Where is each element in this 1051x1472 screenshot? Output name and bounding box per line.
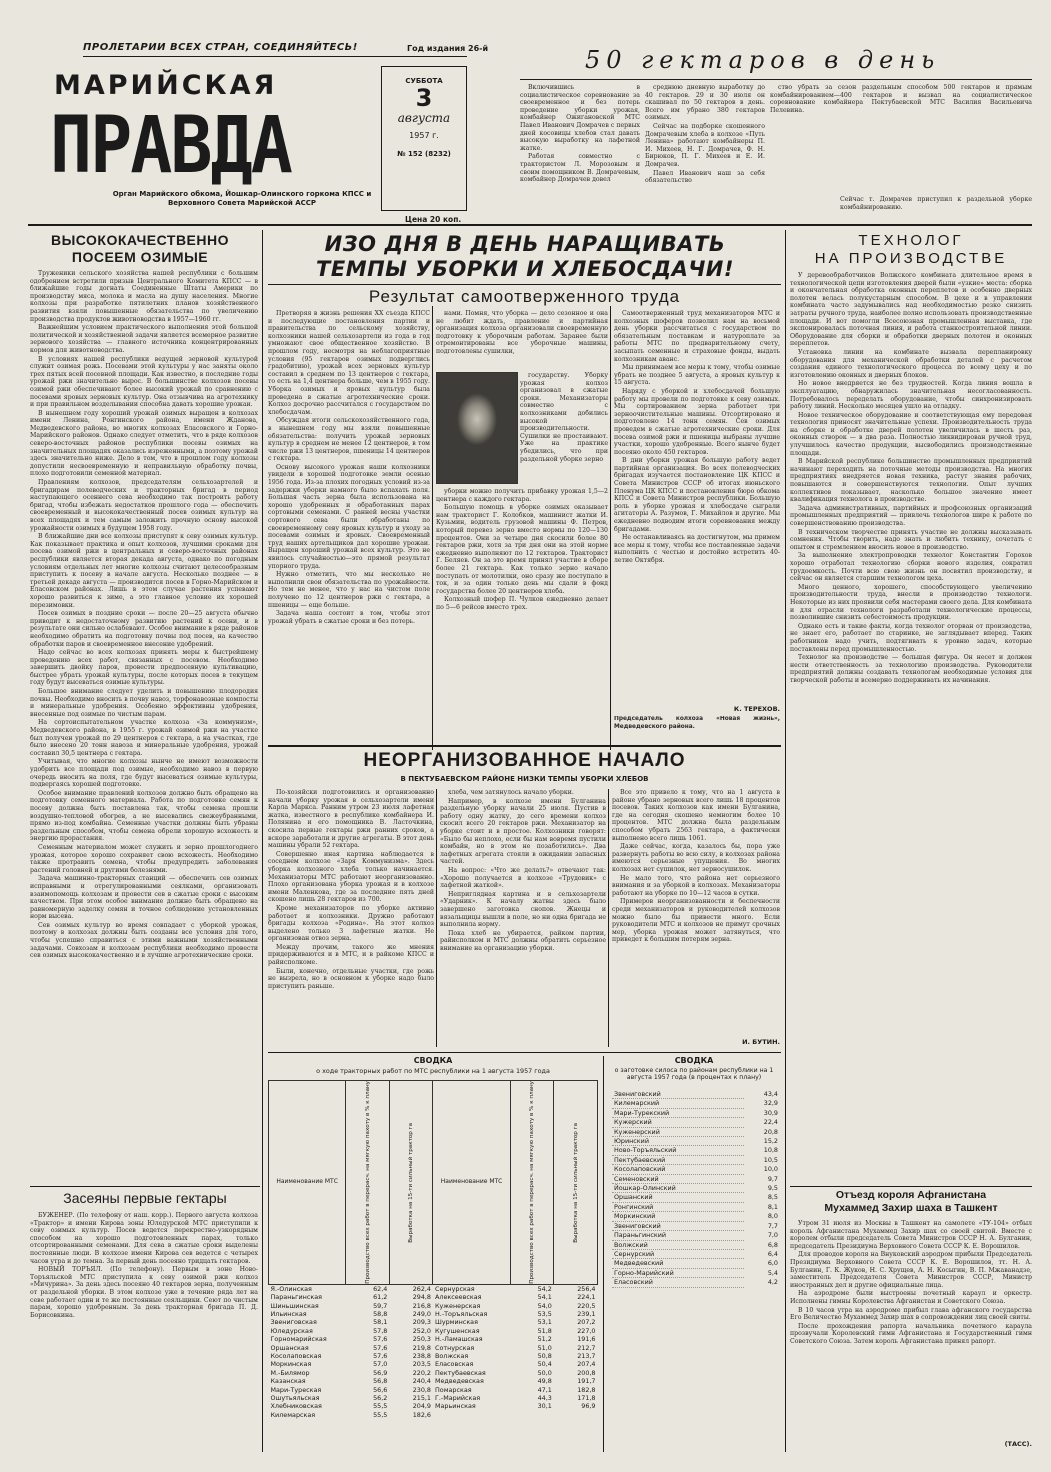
district-name: Медведевский: [612, 1259, 744, 1268]
per-tractor-ha: 212,7: [577, 1343, 596, 1352]
silage-percent: 32,9: [763, 1099, 778, 1108]
percent-of-plan: 54,0: [537, 1301, 552, 1310]
percent-of-plan: 50,4: [537, 1360, 552, 1369]
banner-line1: ИЗО ДНЯ В ДЕНЬ НАРАЩИВАТЬ: [324, 232, 726, 256]
right-article-body: У деревообработчиков Волжского комбината длительное время в технологической цепи изготовления дверей были «узкие» места: сборка и окончательная обработка оконных переплетов и особенно дверных полотен велась полукустарным способом. В цехе и в управлении комбината часто задумывались над необходимостью резко снизить затраты ручного труда, наиболее полно использовать производственные площади. И вот помогли Всесоюзная промышленная выставка, где экспонировалась поточная линия, и работа станкостроительной линии. Оборудование для сборки и обработки дверных полотен и оконных переплетов. Установка линии на комбинате вызвала перепланировку оборудования для механической обработки деталей с расчетом создания единого технологического процесса по всему цеху и по изготовлению оконных и дверных блоков. Но новое внедряется не без трудностей. Когда линия вошла в эксплуатацию, обнаружилась значительная несогласованность. Потребовалось переделать оборудование, чтобы синхронизировать работу линий. Несколько месяцев ушло на отладку. Новое техническое оборудование и соответствующая ему передовая технология приносят значительные успехи. Производительность труда на сборке и обработке дверей полотен увеличилась в шесть раз, оконных створок — в два раза. Полностью ликвидирован ручной труд, улучшилось качество продукции, высвободились производственные площади. В Марийской республике большинство промышленных предприятий начинают переходить на поточные методы производства. На многих предприятиях внедряется новая техника, растут знания рабочих, повышаются и совершенствуются технологии. Опыт лучших коллективов показывает, насколько большое значение имеет квалификация технолога в производстве. Задача административных, партийных и профсоюзных организаций промышленных предприятий — привлечь технологов шире к работе по совершенствованию производства. В техническом творчестве принять участие не должны высказывать сомнения. Чтобы творить, надо знать и любить технику, сочетать с опытом и стремлением вносить новое в производство. За выполнение электропроводки технолог Константин Горохов хорошо отработал технологию сборки нового изделия, сократил трудоемкость. Почти всю свою жизнь он посвятил производству, и сейчас он является старшим технологом цеха. Много ценного, хорошего, способствующего увеличению производительности труда, внесли в производство технологи. Некоторые из них проявили себя мастерами своего дела. Для комбината и для отрасли технологи разработали технологические процессы, позволившие снизить себестоимость продукции. Однако есть и такие факты, когда технолог оторван от производства, не знает его, работает по старинке, не заглядывает вперед. Таких работников надо учить, подтягивать к уровню задач, которые поставлены перед промышленностью. Технолог на производстве — большая фигура. Он несет и должен нести ответственность за технологию производства. Руководители предприятий должны создавать технологам необходимые условия для творческой работы и всемерно поддерживать их начинания.: [790, 272, 1032, 684]
issue-number: № 152 (8232): [397, 150, 451, 158]
per-tractor-ha: 294,8: [412, 1293, 431, 1302]
mts-name: Юледурская: [270, 1326, 313, 1335]
percent-of-plan: 30,1: [537, 1402, 552, 1411]
silage-percent: 20,8: [763, 1127, 778, 1136]
news-title-line1: Отъезд короля Афганистана: [835, 1189, 987, 1201]
slogan: ПРОЛЕТАРИИ ВСЕХ СТРАН, СОЕДИНЯЙТЕСЬ!: [83, 42, 358, 53]
year-of-publication: Год издания 26-й: [407, 44, 489, 53]
district-name: Пектубаевский: [612, 1155, 744, 1164]
district-name: Кужерский: [612, 1118, 744, 1127]
right-article-title: [790, 232, 1032, 268]
svodka2-row: [612, 1212, 780, 1221]
percent-of-plan: 51,0: [537, 1343, 552, 1352]
percent-of-plan: 58,1: [373, 1318, 388, 1327]
news-body: Утром 31 июля из Москвы в Ташкент на самолете «ТУ-104» отбыл король Афганистана Мухаммед Захир шах со своей свитой. Вместе с королем отбыли председатель Совета Министров СССР Н. А. Булганин, председатель Президиума Верховного Совета СССР К. Е. Ворошилов. Для проводов короля на Внуковский аэродром прибыли Председатель Президиума Верховного Совета СССР К. Е. Ворошилов, тт. Н. А. Булганин, Г. К. Жуков, Н. С. Хрущев, А. Н. Косыгин, В. П. Мжаванадзе, заместитель Председателя Совета Министров СССР, Министр иностранных дел и другие официальные лица. На аэродроме были выстроены почетный караул и оркестр. Исполнены гимны Королевства Афганистан и Советского Союза. В 10 часов утра на аэродроме прибыл глава афганского государства Его Величество Мухаммед Захир шах в сопровождении лиц своей свиты. После прохождения рапорта начальника почетного караула прозвучали Королевский гимн Афганистана и Государственный гимн Советского Союза. Затем король Афганистана принял рапорт.: [790, 1220, 1032, 1345]
svodka1-col-b-left: Выработка на 15-ти сильный трактор га: [408, 1122, 415, 1243]
second-article-col2: хлеба, чем затянулось начало уборки. Например, в колхозе имени Булганина раздельную уборку начали 25 июля. Пустив в работу одну жатку, до сего времени колхоз скосил всего 20 гектаров ржи. Механизатор на уборке стоит и в простое. Колхозники говорят: «Было бы неплохо, если бы нам вовремя пустили комбайн, но в этом не позаботились». Два лафетных агрегата стояли в ожидании запасных частей. На вопрос: «Что же делать?» отвечают так: «Хорошо получается в колхозе «Трудовик» с лафетной жаткой». Неприглядная картина и в сельхозартели «Ударник». К началу жатвы здесь было завершено заготовка снопов. Жнецы и вязальщицы вышли в поле, но ни одна бригада не выполнила норму. Пока хлеб не убирается, райком партии, райисполком и МТС должны обратить серьезное внимание на организацию уборки.: [440, 789, 606, 952]
newspaper-title-line2: ПРАВДА: [50, 99, 291, 192]
percent-of-plan: 53,5: [537, 1309, 552, 1318]
silage-percent: 9,5: [767, 1184, 778, 1193]
svodka1-row: [269, 1394, 598, 1402]
svodka2-row: [612, 1127, 780, 1136]
center-article-title: Результат самоотверженного труда: [368, 287, 681, 306]
second-article-title: НЕОРГАНИЗОВАННОЕ НАЧАЛО: [363, 750, 686, 771]
district-name: Еласовский: [612, 1278, 744, 1287]
mts-name: Казанская: [270, 1377, 306, 1386]
percent-of-plan: 57,6: [373, 1335, 388, 1344]
second-article-col1: По-хозяйски подготовились и организованно начали уборку урожая в сельхозартели имени Карла Маркса. Ранним утром 23 июля лафетная жатка, известного в республике комбайнера И. Полянина и его помощника В. Ласточкина, скосила первые гектары ржи ранних сроков, а вскоре заработали и другие агрегаты. В этот день машины убрали 52 гектара. Совершенно иная картина наблюдается в соседнем колхозе «Заря Коммунизма». Здесь уборка колхозного хлеба только начинается. Механизаторы МТС работают неорганизованно. Плохо организована уборка урожая и в колхозе имени Маленкова, где за последние пять дней скошено лишь 28 гектаров из 700. Кроме механизаторов по уборке активно работает и колхозники. Дружно работают бригады колхоза «Родина». На этот колхоз выделено только 3 лафетные жатки. Не организован отвоз зерна. Между прочим, такого же мнения придерживаются и в МТС, и в райкоме КПСС и райисполкоме. Были, конечно, отдельные участки, где рожь не вызрела, но в основном к уборке надо было приступить раньше.: [268, 789, 434, 990]
silage-percent: 4,2: [767, 1278, 778, 1287]
mts-name: Хлебниковская: [270, 1402, 322, 1411]
svodka1-row: [269, 1318, 598, 1326]
mts-name: Сернурская: [434, 1284, 475, 1293]
district-name: Семеновский: [612, 1174, 744, 1183]
svodka2-row: [612, 1221, 780, 1230]
per-tractor-ha: 204,9: [412, 1402, 431, 1411]
percent-of-plan: 61,2: [373, 1293, 388, 1302]
svodka2-table-area: [612, 1090, 780, 1288]
center-article-col2: уборки можно получить прибавку урожая 1,5—2 центнера с каждого гектара. Большую помощь в уборке озимых оказывает нам тракторист Г. Колобков, машинист жатки И. Кузьмин, водитель грузовой машины Ф. Петров, который перевез зерно вместо нормы по 120—130 процентов. Они за четыре дня скосили более 80 гектаров ржи, хотя за три дня они на этой норме ежедневно выполняют по 12 гектаров. Тракторист Г. Беляев. Он за это время принял участие в сборе более 21 гектара. Как только зерно начало поступать от молотилки, оно сразу же поступало в ток, и за один только день мы сдали в фонд государства более 20 центнеров хлеба. Колхозный шофер П. Чулков ежедневно делает по 5—6 рейсов вместо трех.: [436, 488, 608, 611]
portrait-photo: [436, 372, 518, 484]
per-tractor-ha: 262,4: [412, 1284, 431, 1293]
silage-percent: 8,1: [767, 1202, 778, 1211]
svodka1-col-name-left: Наименование МТС: [269, 1081, 346, 1285]
svodka1-subtitle: о ходе тракторных работ по МТС республики на 1 августа 1957 года: [316, 1067, 550, 1075]
center-article-col2-side: государству. Уборку урожая колхоз организовал в сжатые сроки. Механизаторы совместно с колхозниками добились высокой производительности. Сушилки не простаивают. Уже на практике убедились, что при раздельной уборке зерно: [520, 372, 608, 463]
mts-name: Кугушенская: [434, 1326, 480, 1335]
news-title-line2: Мухаммед Захир шаха в Ташкент: [824, 1202, 998, 1214]
svodka1-row: [269, 1402, 598, 1410]
per-tractor-ha: 200,8: [577, 1368, 596, 1377]
mts-name: Мари-Туреская: [270, 1385, 322, 1394]
mts-name: Н.-Торъяльская: [434, 1309, 488, 1318]
top-story-closing: Сейчас т. Домрачев приступил к раздельной уборке комбайнированию.: [840, 196, 1032, 211]
silage-percent: 10,0: [763, 1165, 778, 1174]
district-name: Горно-Марийский: [612, 1268, 744, 1277]
svodka1-table-area: [268, 1080, 598, 1419]
svodka2-row: [612, 1249, 780, 1258]
svodka2-title: СВОДКА: [674, 1056, 714, 1065]
per-tractor-ha: 219,8: [412, 1343, 431, 1352]
percent-of-plan: 50,0: [537, 1368, 552, 1377]
year-date: 1957 г.: [409, 131, 439, 140]
percent-of-plan: 44,3: [537, 1394, 552, 1403]
month: августа: [397, 111, 451, 125]
mts-name: Оршанская: [270, 1343, 309, 1352]
district-name: Звениговский: [612, 1090, 744, 1099]
svodka1-title: СВОДКА: [413, 1056, 453, 1065]
center-article-col3: Самоотверженный труд механизаторов МТС и колхозных шоферов позволил нам на восьмой день уборки рассчитаться с государством по обязательным поставкам и натуроплате за работы МТС по предварительному счету, засыпать семенные и страховые фонды, выдать колхозникам аванс. Мы принимаем все меры к тому, чтобы озимые убрать не позднее 5 августа, а яровых культур к 15 августа. Наряду с уборкой и хлебосдачей большую работу мы провели по подготовке к севу озимых. Мы сортированием зерна работает три зерноочистительные машины. Отсортировано и подготовлено 14 тонн семян. Сев озимых проведем в сжатые агротехнические сроки. Для посева озимой ржи и пшеницы выбраны лучшие участки, хорошо удобренные. Всего нынче будет посеяно около 450 гектаров. В дни уборки урожая большую работу ведет партийная организация. Во всех полеводческих бригадах изучается постановление ЦК КПСС и Совета Министров СССР об итогах июньского Пленума ЦК КПСС и постановления бюро обкома КПСС и Совета Министров республики. Большую роль в уборке урожая и хлебосдаче сыграли агитаторы А. Разумов, Г. Михайлов и другие. Мы ежедневно подводим итоги соревнования между бригадами. Не останавливаясь на достигнутом, мы примем все меры к тому, чтобы все поставленные задачи выполнить с честью и достойно встретить 40-летие Октября.: [614, 310, 780, 564]
svodka1-row: [269, 1369, 598, 1377]
svodka2-row: [612, 1193, 780, 1202]
percent-of-plan: 57,8: [373, 1326, 388, 1335]
left-article-body: Труженики сельского хозяйства нашей республики с большим одобрением встретили призыв Центрального Комитета КПСС — в ближайшие годы догнать Соединенные Штаты Америки по производству мяса, молока и масла на душу населения. Многие колхозы при разработке пятилетних планов хозяйственного развития взяли повышенные обязательства по увеличению производства продуктов животноводства в 1957—1960 гг. Важнейшим условием практического выполнения этой большой политической и хозяйственной задачи является всемерное развитие зернового хозяйства — главного источника концентрированных кормов для животноводства. В условиях нашей республики ведущей зерновой культурой служит озимая рожь. Посевами этой культуры у нас заняты около трех пятых всей посевной площади. Как известно, в последние годы урожай ржи значительно вырос. В большинстве колхозов посевы озимой ржи обеспечивают более высокий урожай по сравнению с посевами яровых зерновых культур. Она отзывчива на агротехнику и при правильном возделывании способна давать хорошие урожаи. В нынешнем году хороший урожай озимых выращен в колхозах имени Ленина, Ронгинского района, имени Жданова, Медведевского района, во многих колхозах Еласовского и Горно-Марийского районов. Однако следует отметить, что в ряде колхозов северо-восточных районов республики посевы озимых на значительных площадях оказались изреженными, а поэтому урожай здесь значительно ниже. Дело в том, что в прошлом году колхозы допустили несвоевременную и неправильную обработку почвы, плохо подготовили семенной материал. Правлениям колхозов, председателям сельхозартелей и бригадирам полеводческих и тракторных бригад в период наступающего осеннего сева необходимо так построить работу бригад, чтобы избежать недостатков прошлого года — обеспечить своевременный и высококачественный посев озимых культур на всех площадях и тем самым заложить прочную основу высокой урожайности озимых в будущем 1958 году. В ближайшие дни все колхозы приступят к севу озимых культур. Как показывает практика и опыт колхозов, лучшими сроками для посева озимой ржи в центральных и северо-восточных районах республики является вторая декада августа, однако по погодным условиям отдельных лет многие колхозы считают целесообразным приступить к посеву в начале августа. Несколько позднее — в третьей декаде августа — производится посев в Горно-Марийском и Еласовском районах. Лишь в этом случае растения успевают хорошо развиться к зиме, а это главное условие их хорошей перезимовки. Посев озимых в поздние сроки — после 20—25 августа обычно приводит к недостаточному развитию растений к осени, и в результате они сильно ослабевают. Особое внимание в ряде районов необходимо обратить на подготовку почвы под посев, на качество обработки паров и своевременное внесение удобрений. Надо сейчас во всех колхозах принять меры к быстрейшему проведению всех работ, связанных с посевом. Необходимо завершить двойку паров, провести предпосевную культивацию, быстрее убрать урожай культуры, после которых посев в текущем году будут высеваться озимые культуры. Большое внимание следует уделить и повышению плодородия почвы. Необходимо вносить в почву навоз, торфонавозные компосты и минеральные удобрения. Особенно эффективны удобрения, внесенные под озимые по чистым парам. На сортоиспытательном участке колхоза «За коммунизм», Медведевского района, в 1955 г. урожай озимой ржи на участке был получен урожай по 29 центнеров с гектара, а на участках, где было внесено 20 тонн навоза и минеральные удобрения, урожай составил 30,5 центнера с гектара. Учитывая, что многие колхозы нынче не имеют возможности удобрить все площади под озимые, необходимо навоз в первую очередь вносить на поля, где будут высеваться озимые культуры, подвергаясь хорошей подготовке. Особое внимание правлений колхозов должно быть обращено на подготовку семенного материала. Работа по подготовке семян к посеву должна быть поставлена так, чтобы семена прошли воздушно-тепловой обогрев, а не высевались свежеубранными, прямо из-под комбайна. Семенные участки должны быть убраны раздельным способом, чтобы семена обрели хорошую всхожесть и энергию прорастания. Семенным материалом может служить и зерно прошлогоднего урожая, которое хорошо сохраняет свою всхожесть. Необходимо также протравить семена, чтобы предупредить заболевания растений головней и другими болезнями. Задача машинно-тракторных станций — обеспечить сев озимых исправными и отрегулированными сеялками, организовать взаимопомощь колхозам и провести сев в сжатые сроки с высоким качеством. При этом особое внимание должно быть обращено на равномерную заделку семян и точное соблюдение установленных норм высева. Сев озимых культур во время совпадает с уборкой урожая, поэтому в колхозах должны быть созданы все условия для того, чтобы успешно справиться с этими важными хозяйственными задачами. Совхозам и колхозам республики необходимо провести сев озимых высококачественно и в лучшие агротехнические сроки.: [30, 270, 258, 960]
left-article-title: ВЫСОКОКАЧЕСТВЕННО ПОСЕЕМ ОЗИМЫЕ: [50, 232, 230, 265]
per-tractor-ha: 203,5: [412, 1360, 431, 1369]
per-tractor-ha: 238,8: [412, 1352, 431, 1361]
silage-percent: 10,5: [763, 1155, 778, 1164]
svodka2-row: [612, 1240, 780, 1249]
silage-percent: 6,0: [767, 1259, 778, 1268]
mts-name: [433, 1411, 510, 1419]
svodka1-col-a-left: Производство всех работ в перерасч. на мягкую пахоту в % к плану: [364, 1081, 371, 1284]
center-article-col2-top: нами. Помня, что уборка — дело сезонное и она не любит ждать, правление и партийная организация колхоза организовали своевременную подготовку к уборочным работам. Заранее были отремонтированы все уборочные машины, подготовлены сушилки,: [436, 310, 608, 355]
top-story-col3: ство убрать за сезон раздельным способом 500 гектаров и прямым комбайнированием—400 гектаров и вызвал на социалистическое соревнование комбайнера Пектубаевской МТС Василия Васильевича Пелевина.: [770, 84, 1032, 114]
percent-of-plan: 62,4: [373, 1284, 388, 1293]
svodka1-row: [269, 1293, 598, 1301]
svodka1-col-b-right: Выработка на 15-ти сильный трактор га: [572, 1122, 579, 1243]
svodka1-row: [269, 1386, 598, 1394]
mts-name: Моркинская: [270, 1360, 312, 1369]
percent-of-plan: 56,2: [373, 1394, 388, 1403]
per-tractor-ha: 250,3: [412, 1335, 431, 1344]
silage-percent: 7,0: [767, 1231, 778, 1240]
right-title-line2: НА ПРОИЗВОДСТВЕ: [814, 250, 1008, 267]
svodka1-row: [269, 1302, 598, 1310]
svodka1-row: [269, 1360, 598, 1368]
svodka1-table: [268, 1080, 598, 1419]
svodka2-row: [612, 1090, 780, 1099]
svodka2-row: [612, 1137, 780, 1146]
percent-of-plan: 53,1: [537, 1318, 552, 1327]
mts-name: Марьинская: [434, 1402, 476, 1411]
per-tractor-ha: 224,1: [577, 1293, 596, 1302]
mts-name: Килемарская: [270, 1410, 316, 1419]
svodka1-row: [269, 1310, 598, 1318]
district-name: Параньгинский: [612, 1231, 744, 1240]
per-tractor-ha: 191,6: [577, 1335, 596, 1344]
silage-percent: 30,9: [763, 1108, 778, 1117]
mts-name: Куженерская: [434, 1301, 481, 1310]
district-name: Юринский: [612, 1137, 744, 1146]
svodka2-header: [608, 1056, 780, 1082]
silage-percent: 15,2: [763, 1137, 778, 1146]
silage-percent: 9,7: [767, 1174, 778, 1183]
percent-of-plan: 51,8: [537, 1326, 552, 1335]
svodka1-row: [269, 1327, 598, 1335]
second-article-col3: Все это привело к тому, что на 1 августа в районе убрано зерновых всего лишь 18 процентов посевов. Таких колхозов как имени Булганина, где на сегодня скошено немногим более 10 процентов. МТС должна была раздельным способом убрать 2563 гектара, а фактически выполнено всего лишь 1061. Даже сейчас, когда, казалось бы, пора уже развернуть работы во всю силу, в колхозах района имеются серьезные упущения. Во многих колхозах нет сушилок, нет зерносушилок. Не мало того, что района нет серьезного внимания и за уборкой в колхозах. Механизаторы работают на уборке по 10—12 часов в сутки. Примеров неорганизованности и беспечности среди механизаторов и руководителей колхозов можно было бы привести много. Если руководители МТС и колхозов не примут срочных мер, уборка урожая может затянуться, что приведет к большим потерям зерна.: [612, 789, 780, 944]
svodka2-row: [612, 1231, 780, 1240]
date-box: [381, 66, 467, 211]
per-tractor-ha: 216,8: [412, 1301, 431, 1310]
district-name: Оршанский: [612, 1193, 744, 1202]
per-tractor-ha: 182,6: [412, 1410, 431, 1419]
top-story-col1: Включившись в социалистическое соревнование за своевременное и без потерь проведение уборки урожая, комбайнер Ожигановской МТС Павел Иванович Домрачев с первых дней косовицы хлебов стал давать высокую выработку на лафетной жатке. Работая совместно с трактористом Л. Морозовым и своим помощником В. Домрачевым, комбайнер Домрачев довел: [520, 84, 640, 184]
svodka1-row: [269, 1284, 598, 1293]
center-article-col1: Претворяя в жизнь решения XX съезда КПСС и последующие постановления партии и правительства по сельскому хозяйству, колхозники нашей сельхозартели из года в год умножают свое общественное хозяйство. В прошлом году, несмотря на неблагоприятные условия (95 гектаров озимых подверглись градобитию), урожай всех зерновых культур составил в среднем по 13 центнеров с гектара, то есть на 1,4 центнера больше, чем в 1955 году. Уборка озимых и яровых культур была проведена в сжатые агротехнические сроки. Колхоз досрочно рассчитался с государством по хлебосдачам. Обсуждая итоги сельскохозяйственного года, в нынешнем году мы взяли повышенные обязательства: получить урожай зерновых культур в среднем не менее 12 центнеров, в том числе ржи 13 центнеров, пшеницы 14 центнеров с гектара. Основу высокого урожая наши колхозники увидели в хорошей подготовке земли осенью 1956 года. Из-за плохих погодных условий из-за задержки уборки намного было вспахать поля. Большая часть зерна была использована на хорошо удобренных и обработанных парах сортовыми семенами. С ранней весны участки сортового сева были обработаны по своевременному севу яровых культур и уходу за посевами озимых и яровых. Своевременный труд наших артельщиков дал хорошие урожаи. Выращен хороший урожай всех культур. Это не явилось случайностью—это прямой результат упорного труда. Нужно отметить, что мы несколько не выполнили свои обязательства по урожайности. Но тем не менее, что у нас на чистом поле получено по 12 центнеров ржи с гектара, а пшеницы — еще больше. Задача наша состоит в том, чтобы этот урожай убрать в сжатые сроки и без потерь.: [268, 310, 430, 625]
mts-name: Параньгинская: [270, 1293, 322, 1302]
svodka1-header: [268, 1056, 598, 1075]
per-tractor-ha: 171,8: [577, 1394, 596, 1403]
percent-of-plan: 54,1: [537, 1293, 552, 1302]
per-tractor-ha: 239,1: [577, 1309, 596, 1318]
second-article-subtitle: В ПЕКТУБАЕВСКОМ РАЙОНЕ НИЗКИ ТЕМПЫ УБОРКИ ХЛЕБОВ: [400, 775, 649, 783]
per-tractor-ha: 227,0: [577, 1326, 596, 1335]
newspaper-title-line1: МАРИЙСКАЯ: [54, 70, 278, 101]
organ-statement: Орган Марийского обкома, Йошкар-Олинского горкома КПСС и Верховного Совета Марийской АССР: [112, 190, 372, 207]
mts-name: Шурминская: [434, 1318, 478, 1327]
price: Цена 20 коп.: [405, 215, 462, 224]
svodka1-col-name-right: Наименование МТС: [433, 1081, 510, 1285]
per-tractor-ha: 207,4: [577, 1360, 596, 1369]
bottom-left-body: БУЖЕНЕР. (По телефону от наш. корр.). Первого августа колхоза «Трактор» и имени Кирова зоны Юледурской МТС приступили к севу озимых культур. Посев ведется перекрестно-узкорядным способом на хорошо подготовленных парах, только отсортированными семенами. Для сева в сжатые сроки выделены постоянные люди. В колхозе имени Кирова сев ведется с четырех часов утра и до темна. За первый день посеяно тридцать гектаров. НОВЫЙ ТОРЪЯЛ. (По телефону). Первым в зоне Ново-Торъяльской МТС приступила к севу озимой ржи колхоз «Мичурина». За день здесь посеяно 40 гектаров зерна, полученным от раздельной уборки. В этом колхозе уже в течение ряда лет на севе работает один и те же постоянные сеяльщики. Сеют по чистым парам, хорошо удобренным. За день тракторная бригада П. Д. Борисовкина.: [30, 1212, 258, 1319]
mts-name: Н.-Ламашская: [434, 1335, 483, 1344]
banner-line2: ТЕМПЫ УБОРКИ И ХЛЕБОСДАЧИ!: [316, 257, 734, 281]
mts-name: Ошутьяльская: [270, 1394, 320, 1403]
svodka2-row: [612, 1118, 780, 1127]
silage-percent: 6,4: [767, 1249, 778, 1258]
svodka2-row: [612, 1268, 780, 1277]
silage-percent: 7,7: [767, 1221, 778, 1230]
district-name: Килемарский: [612, 1099, 744, 1108]
mts-name: Помарская: [434, 1385, 472, 1394]
per-tractor-ha: 213,7: [577, 1352, 596, 1361]
percent-of-plan: 50,8: [537, 1352, 552, 1361]
second-article-signature: И. БУТИН.: [742, 1038, 780, 1046]
svodka2-table: [612, 1090, 780, 1288]
svodka1-row: [269, 1335, 598, 1343]
mts-name: Пектубаевская: [434, 1368, 486, 1377]
svodka2-row: [612, 1108, 780, 1117]
silage-percent: 43,4: [763, 1090, 778, 1099]
district-name: Куженерский: [612, 1127, 744, 1136]
percent-of-plan: 47,1: [537, 1385, 552, 1394]
percent-of-plan: 49,8: [537, 1377, 552, 1386]
per-tractor-ha: 96,9: [581, 1402, 596, 1411]
percent-of-plan: 57,6: [373, 1352, 388, 1361]
percent-of-plan: 57,0: [373, 1360, 388, 1369]
percent-of-plan: 55,5: [373, 1402, 388, 1411]
svodka2-row: [612, 1184, 780, 1193]
center-article-signature: К. ТЕРЕХОВ.: [733, 705, 780, 713]
silage-percent: 22,4: [763, 1118, 778, 1127]
top-headline: 50 гектаров в день: [585, 46, 941, 74]
per-tractor-ha: 182,8: [577, 1385, 596, 1394]
svodka1-row: [269, 1352, 598, 1360]
per-tractor-ha: 207,2: [577, 1318, 596, 1327]
mts-name: Алексеевская: [434, 1293, 482, 1302]
mts-name: Звениговская: [270, 1318, 317, 1327]
mts-name: Горномарийская: [270, 1335, 327, 1344]
percent-of-plan: 58,8: [373, 1309, 388, 1318]
bottom-left-title: Засеяны первые гектары: [63, 1190, 227, 1206]
per-tractor-ha: 209,3: [412, 1318, 431, 1327]
per-tractor-ha: 215,1: [412, 1394, 431, 1403]
district-name: Ново-Торъяльский: [612, 1146, 744, 1155]
svodka1-col-a-right: Производство всех работ в перерасч. на мягкую пахоту в % к плану: [529, 1081, 535, 1284]
silage-percent: 5,4: [767, 1268, 778, 1277]
svodka2-row: [612, 1099, 780, 1108]
mts-name: Волжская: [434, 1352, 469, 1361]
district-name: Сернурский: [612, 1249, 744, 1258]
day: 3: [415, 84, 433, 112]
svodka2-row: [612, 1165, 780, 1174]
weekday: СУББОТА: [405, 77, 443, 85]
per-tractor-ha: 220,2: [412, 1368, 431, 1377]
silage-percent: 10,8: [763, 1146, 778, 1155]
mts-name: Ильинская: [270, 1309, 307, 1318]
svodka1-row: [269, 1411, 598, 1419]
svodka2-row: [612, 1174, 780, 1183]
district-name: Моркинский: [612, 1212, 744, 1221]
mts-name: Сотнурская: [434, 1343, 475, 1352]
percent-of-plan: 56,8: [373, 1377, 388, 1386]
district-name: Волжский: [612, 1240, 744, 1249]
per-tractor-ha: 252,0: [412, 1326, 431, 1335]
percent-of-plan: 56,9: [373, 1368, 388, 1377]
percent-of-plan: 55,5: [373, 1410, 388, 1419]
right-title-line1: ТЕХНОЛОГ: [858, 232, 964, 249]
district-name: Ронгинский: [612, 1202, 744, 1211]
mts-name: Косолаповская: [270, 1352, 322, 1361]
news-title: [790, 1189, 1032, 1215]
svodka2-row: [612, 1155, 780, 1164]
percent-of-plan: 56,6: [373, 1385, 388, 1394]
mts-name: М.-Билямор: [270, 1368, 310, 1377]
per-tractor-ha: 220,5: [577, 1301, 596, 1310]
silage-percent: 8,5: [767, 1193, 778, 1202]
per-tractor-ha: 256,4: [577, 1284, 596, 1293]
percent-of-plan: [510, 1411, 554, 1419]
center-article-signature-role: Председатель колхоза «Новая жизнь», Медведевского района.: [614, 716, 780, 730]
per-tractor-ha: 191,7: [577, 1377, 596, 1386]
silage-percent: 6,8: [767, 1240, 778, 1249]
percent-of-plan: 59,7: [373, 1301, 388, 1310]
silage-percent: 8,0: [767, 1212, 778, 1221]
percent-of-plan: 57,6: [373, 1343, 388, 1352]
mts-name: Я.-Олинская: [270, 1284, 312, 1293]
per-tractor-ha: 249,0: [412, 1309, 431, 1318]
percent-of-plan: 51,2: [537, 1335, 552, 1344]
svodka2-row: [612, 1146, 780, 1155]
svodka2-row: [612, 1278, 780, 1287]
percent-of-plan: 54,2: [537, 1284, 552, 1293]
per-tractor-ha: 230,8: [412, 1385, 431, 1394]
mts-name: Шиньшинская: [270, 1301, 319, 1310]
district-name: Мари-Турекский: [612, 1108, 744, 1117]
district-name: Косолаповский: [612, 1165, 744, 1174]
district-name: Звениговский: [612, 1221, 744, 1230]
mts-name: Медведевская: [434, 1377, 484, 1386]
mts-name: Еласовская: [434, 1360, 474, 1369]
mts-name: Г.-Марийская: [434, 1394, 481, 1403]
news-source: (ТАСС).: [1004, 1440, 1032, 1448]
svodka2-row: [612, 1259, 780, 1268]
svodka2-row: [612, 1202, 780, 1211]
per-tractor-ha: 240,4: [412, 1377, 431, 1386]
svodka1-row: [269, 1377, 598, 1385]
svodka1-row: [269, 1344, 598, 1352]
top-story-col2: среднюю дневную выработку до 40 гектаров. 29 и 30 июля он скашивал по 50 гектаров в день. Всего им убрано 380 гектаров озимых. Сейчас на подборке скошенного Домрачевым хлеба в колхозе «Путь Ленина» работают комбайнеры П. И. Михеев, Н. Г. Домрачев, Ф. Н. Бирюков, П. Г. Михеев и Е. И. Домрачев. Павел Иванович наш за себя обязательство: [645, 84, 765, 185]
per-tractor-ha: [554, 1411, 598, 1419]
banner-headline: [270, 232, 780, 282]
district-name: Йошкар-Олинский: [612, 1184, 744, 1193]
svodka2-subtitle: о заготовке силоса по районам республики на 1 августа 1957 года (в процентах к плану): [614, 1067, 774, 1082]
